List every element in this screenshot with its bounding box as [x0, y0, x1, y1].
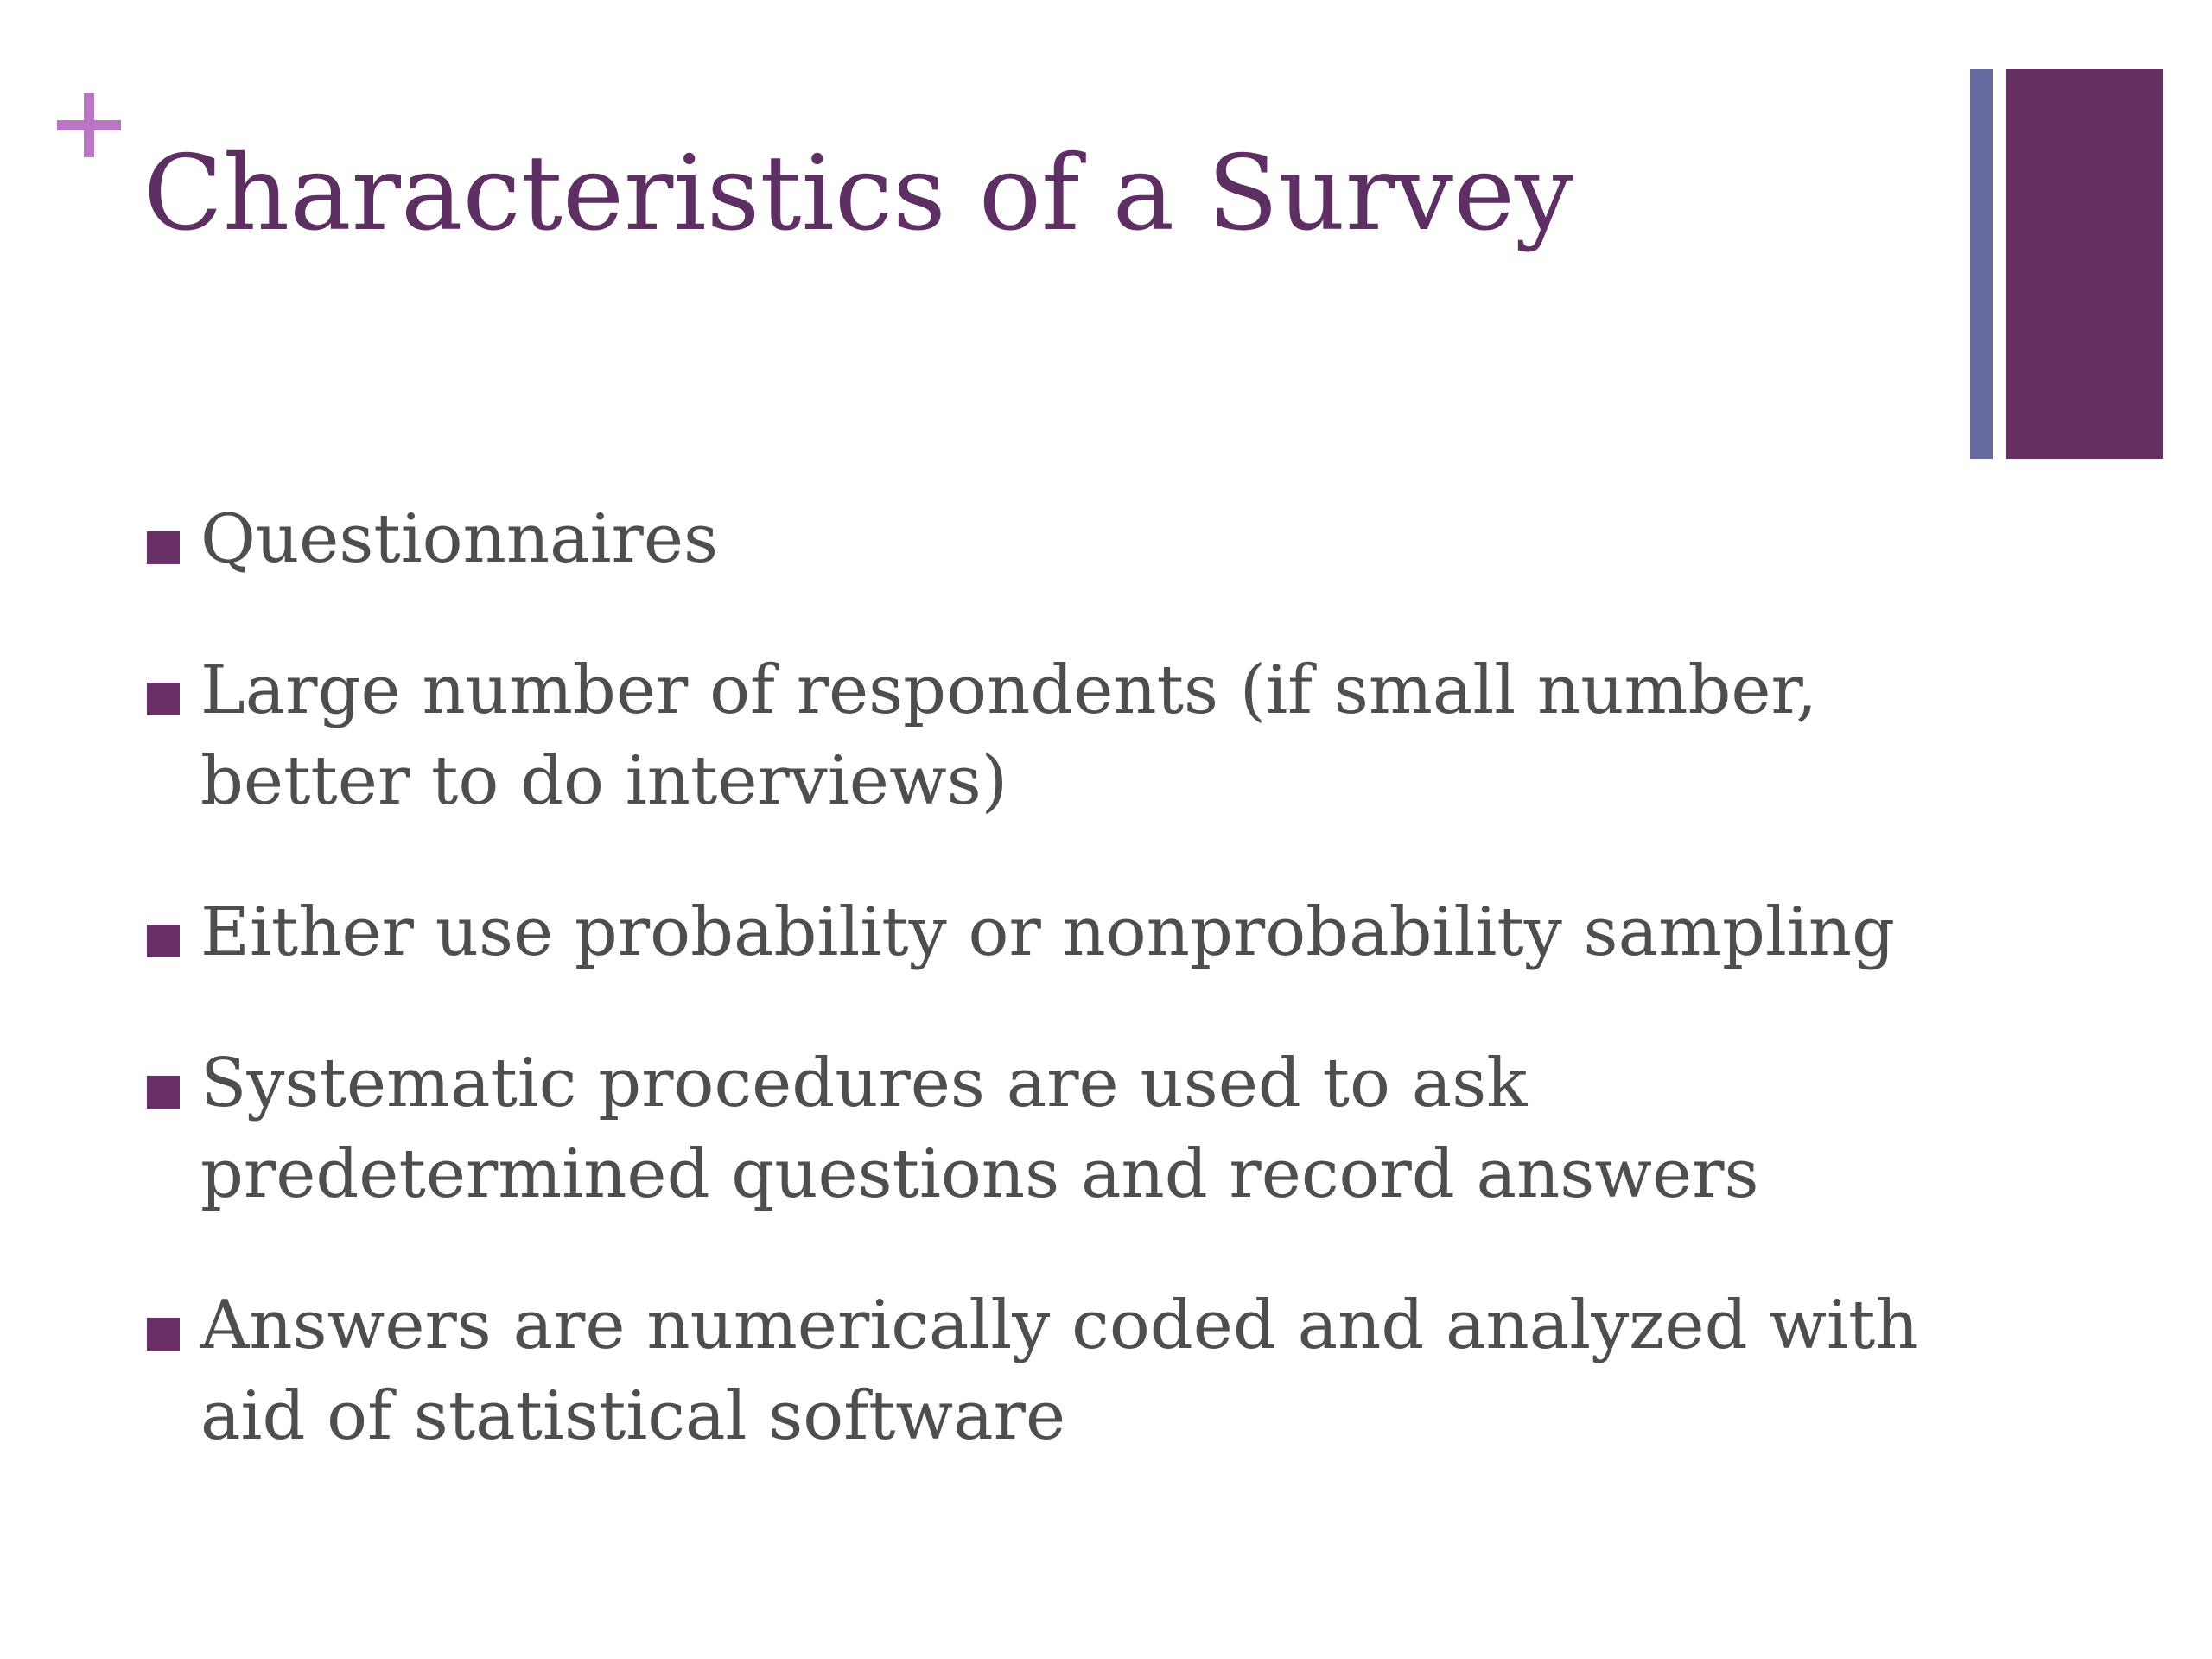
square-bullet-icon [147, 1318, 180, 1351]
square-bullet-icon [147, 683, 180, 715]
bullet-text: Answers are numerically coded and analyzed with aid of statistical software [200, 1287, 1919, 1455]
bullet-text: Questionnaires [200, 500, 719, 578]
slide-title: Characteristics of a Survey [143, 134, 1573, 254]
bullet-item [147, 645, 1970, 827]
plus-icon [57, 93, 121, 157]
plus-icon-vertical [84, 93, 94, 157]
bullet-item [147, 1281, 1970, 1462]
bullet-list [147, 494, 1970, 1522]
square-bullet-icon [147, 1076, 180, 1109]
square-bullet-icon [147, 531, 180, 564]
bullet-text: Large number of respondents (if small number, better to do interviews) [200, 652, 1818, 820]
bullet-text: Systematic procedures are used to ask predetermined questions and record answers [200, 1045, 1759, 1213]
square-bullet-icon [147, 925, 180, 957]
bullet-text: Either use probability or nonprobability sampling [200, 893, 1896, 971]
bullet-item [147, 1039, 1970, 1220]
bullet-item [147, 494, 1970, 585]
decorative-bar-thin [1970, 69, 1993, 459]
bullet-item [147, 887, 1970, 978]
decorative-bar-thick [2006, 69, 2163, 459]
